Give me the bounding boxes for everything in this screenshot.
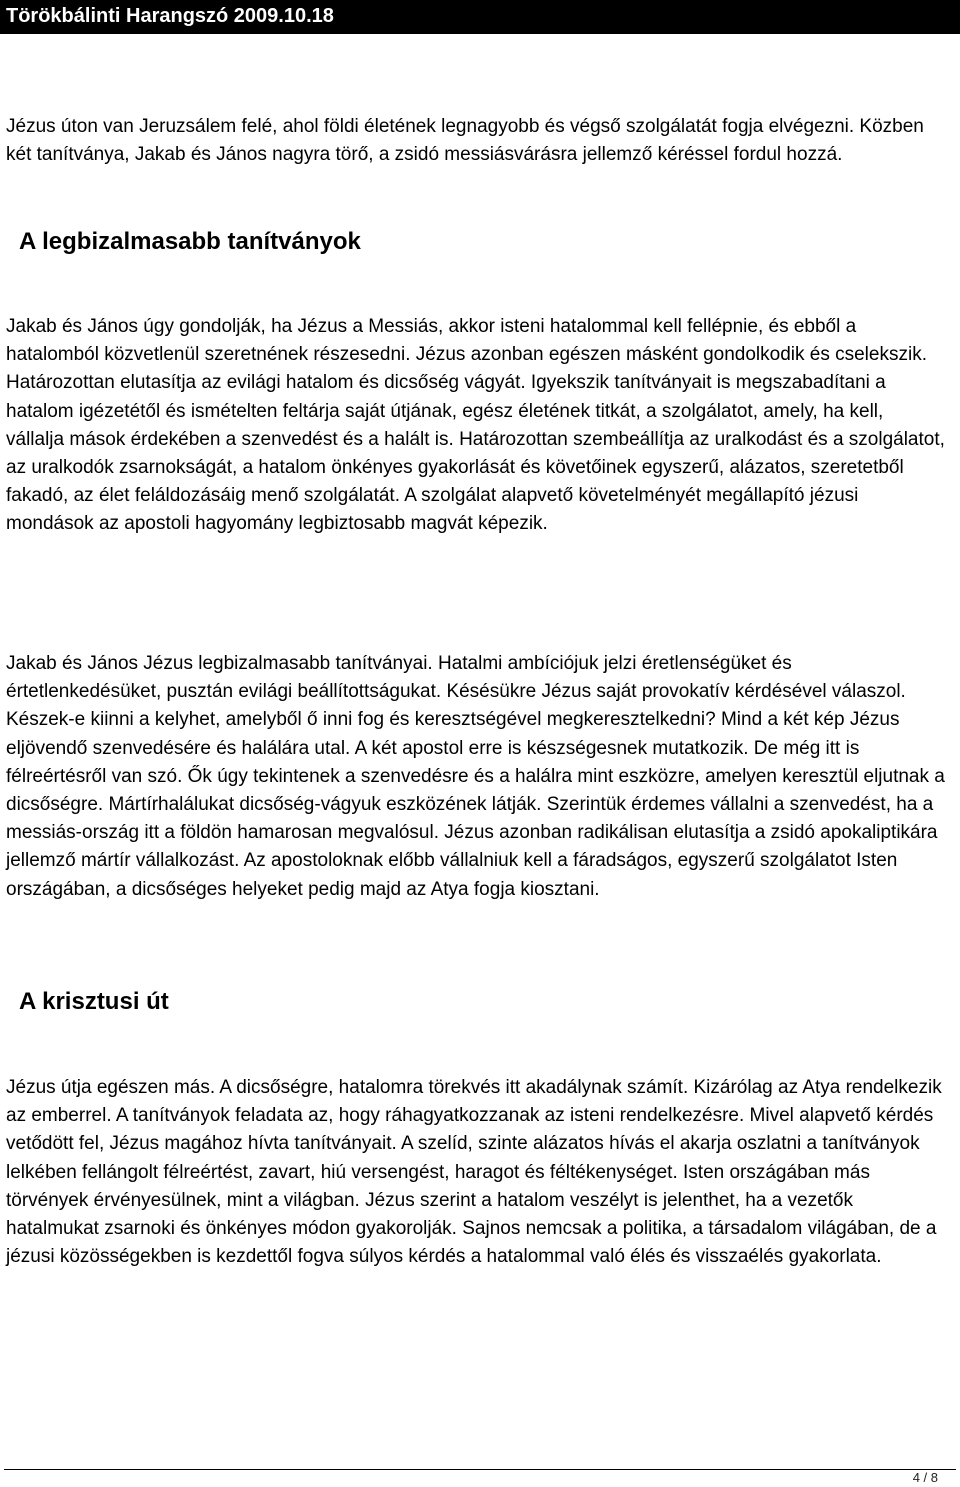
document-header xyxy=(0,0,960,34)
section-heading-1: A legbizalmasabb tanítványok xyxy=(19,228,361,255)
document-title: Törökbálinti Harangszó 2009.10.18 xyxy=(6,5,334,27)
section-heading-2: A krisztusi út xyxy=(19,988,169,1015)
page-number: 4 / 8 xyxy=(912,1470,938,1485)
body-paragraph-1: Jakab és János úgy gondolják, ha Jézus a Messiás, akkor isteni hatalommal kell fellépnie, és ebből a hatalomból közvetlenül szeretnének részesedni. Jézus azonban egészen másként gondolkodik és cselekszik. Határozottan elutasítja az evilági hatalom és dicsőség vágyát. Igyekszik tanítványait is megszabadítani a hatalom igézetétől és ismételten feltárja saját útjának, egész életének titkát, a szolgálatot, amely, ha kell, vállalja mások érdekében a szenvedést és a halált is. Határozottan szembeállítja az uralkodást és a szolgálatot, az uralkodók zsarnokságát, a hatalom önkényes gyakorlását és követőinek egyszerű, alázatos, szeretetből fakadó, az élet feláldozásáig menő szolgálatát. A szolgálat alapvető követelményét megállapító jézusi mondások az apostoli hagyomány legbiztosabb magvát képezik. xyxy=(6,316,945,535)
body-paragraph-3: Jézus útja egészen más. A dicsőségre, hatalomra törekvés itt akadálynak számít. Kizárólag az Atya rendelkezik az emberrel. A tanítványok feladata az, hogy ráhagyatkozzanak az isteni rendelkezésre. Mivel alapvető kérdés vetődött fel, Jézus magához hívta tanítványait. A szelíd, szinte alázatos hívás el akarja oszlatni a tanítványok lelkében fellángolt félreértést, zavart, hiú versengést, haragot és féltékenységet. Isten országában más törvények érvényesülnek, mint a világban. Jézus szerint a hatalom veszélyt is jelenthet, ha a vezetők hatalmukat zsarnoki és önkényes módon gyakorolják. Sajnos nemcsak a politika, a társadalom világában, de a jézusi közösségekben is kezdettől fogva súlyos kérdés a hatalommal való élés és visszaélés gyakorlata. xyxy=(6,1077,942,1268)
intro-paragraph: Jézus úton van Jeruzsálem felé, ahol földi életének legnagyobb és végső szolgálatát fogja elvégezni. Közben két tanítványa, Jakab és János nagyra törő, a zsidó messiásvárásra jellemző kéréssel fordul hozzá. xyxy=(6,116,924,166)
footer-divider xyxy=(4,1469,956,1470)
body-paragraph-2: Jakab és János Jézus legbizalmasabb tanítványai. Hatalmi ambíciójuk jelzi éretlenségüket és értetlenkedésüket, pusztán evilági beállítottságukat. Késésükre Jézus saját provokatív kérdésével válaszol. Készek-e kiinni a kelyhet, amelyből ő inni fog és keresztségével megkeresztelkedni? Mind a két kép Jézus eljövendő szenvedésére és halálára utal. A két apostol erre is készségesnek mutatkozik. De még itt is félreértésről van szó. Ők úgy tekintenek a szenvedésre és a halálra mint eszközre, amelyen keresztül eljutnak a dicsőségre. Mártírhalálukat dicsőség-vágyuk eszközének látják. Szerintük érdemes vállalni a szenvedést, ha a messiás-ország itt a földön hamarosan megvalósul. Jézus azonban radikálisan elutasítja a zsidó apokaliptikára jellemző mártír vállalkozást. Az apostoloknak előbb vállalniuk kell a fáradságos, egyszerű szolgálatot Isten országában, a dicsőséges helyeket pedig majd az Atya fogja kiosztani. xyxy=(6,653,945,900)
